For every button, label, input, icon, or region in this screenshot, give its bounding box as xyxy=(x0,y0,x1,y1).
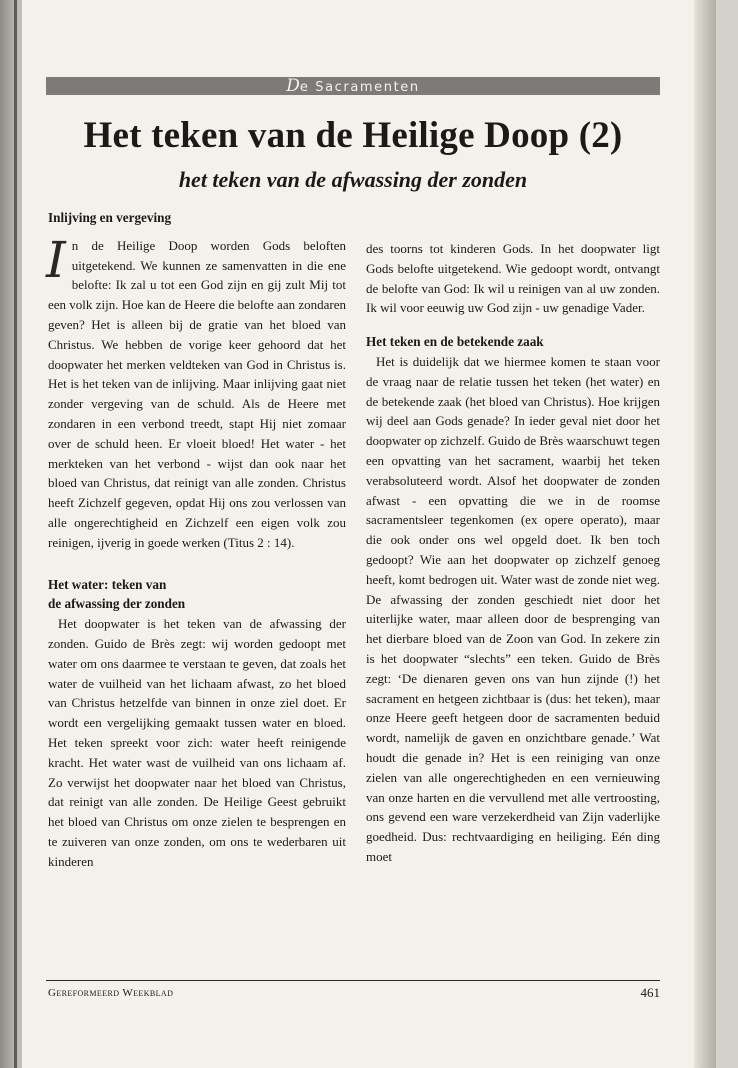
section-label: e Sacramenten xyxy=(299,80,420,95)
article-title: Het teken van de Heilige Doop (2) xyxy=(83,115,623,156)
page-number: 461 xyxy=(640,985,660,1000)
section-initial: D xyxy=(286,76,300,96)
heading-inlijving: Inlijving en vergeving xyxy=(48,210,172,225)
paragraph-teken: Het is duidelijk dat we hiermee komen te staan voor de vraag naar de relatie tussen het teken (het water) en de betekende zaak (het bloed van Christus). Hoe krijgen wij deel aan Gods genade? In ieder geval niet door het doopwater op zichzelf. Guido de Brès waarschuwt tegen een opvatting van het sacrament, waarbij het teken verabsoluteerd wordt. Alsof het doopwater de zonden afwast - een opvatting die we in de roomse sacramentsleer tegenkomen (ex opere operato), maar die ook onder ons wel opgeld doet. Ik ben toch gedoopt? Wie aan het doopwater op zichzelf genoeg heeft, komt bedrogen uit. Water wast de zonde niet weg. De afwassing der zonden geschiedt niet door het uiterlijke water, maar alleen door de besprenging van het dierbare bloed van de Zoon van God. In zekere zin is het doopwater “slechts” een teken. Guido de Brès zegt: ‘De dienaren geven ons van hun zijnde (!) het sacrament en hetgeen zichtbaar is (dus: het teken), maar onze Heere geeft hetgeen door de sacramenten beduid wordt, namelijk de gaven en onzichtbare genade.’ Wat houdt die genade in? Het is een reiniging van onze zielen van alle ongerechtigheden en een vernieuwing van onze harten en die vervullend met alle vertroosting, ons gevend een ware verzekerdheid van Zijn vaderlijke goedheid. Dus: rechtvaardiging en heiliging. Eén ding moet xyxy=(366,353,660,864)
heading-water-line2: de afwassing der zonden xyxy=(48,596,186,612)
paragraph-inlijving-text: n de Heilige Doop worden Gods beloften uitgetekend. We kunnen ze samenvatten in die ene belofte: Ik zal u tot een God zijn en gij zult Mij tot een volk zijn. Hoe kan de Heere die belofte aan zondaren geven? Het is alleen bij de gratie van het bloed van Christus. We hebben de vorige keer gehoord dat het doopwater het merken veldteken van God in Christus is. Het is het teken van de inlijving. Maar inlijving gaat niet zonder vergeving van de schuld. Als de Heere met zondaren in een verbond treedt, stapt Hij niet zomaar over de schuld heen. Er vloeit bloed! Het water - het merkteken van het verbond - wijst dan ook naar het bloed van Christus, dat reinigt van alle zonden. Christus heeft Zichzelf gegeven, opdat Hij ons zou verlossen van alle ongerechtigheid en Zichzelf een eigen volk zou reinigen, ijverig in goede werken (Titus 2 : 14). xyxy=(48,237,346,550)
left-column xyxy=(48,208,346,872)
footer-rule xyxy=(46,980,660,981)
footer-publication: Gereformeerd Weekblad xyxy=(48,987,174,999)
paragraph-inlijving xyxy=(46,230,346,553)
heading-water xyxy=(48,575,346,615)
drop-cap: I xyxy=(46,230,66,289)
heading-water-line1: Het water: teken van xyxy=(48,576,167,592)
article-subtitle: het teken van de afwassing der zonden xyxy=(178,167,528,192)
page-edge xyxy=(694,0,716,1068)
paragraph-water: Het doopwater is het teken van de afwassing der zonden. Guido de Brès zegt: wij worden gedoopt met water om ons daarmee te verstaan te geven, dat zoals het water de vuilheid van het lichaam afwast, zo het bloed van Christus hetzelfde van binnen in onze ziel doet. Er wordt een vergelijking gemaakt tussen water en bloed. Het teken spreekt voor zich: water heeft reinigende kracht. Het water wast de vuilheid van ons lichaam af. Zo verwijst het doopwater naar het bloed van Christus, dat reinigt van alle zonden. De Heilige Geest gebruikt het bloed van Christus om onze zielen te besprengen en te zuiveren van onze zonden, om ons te wederbaren uit kinderen xyxy=(48,616,346,869)
binding-line xyxy=(14,0,17,1068)
paragraph-continuation: des toorns tot kinderen Gods. In het doopwater ligt Gods belofte uitgetekend. Wie gedoopt wordt, ontvangt de belofte van God: Ik wil u reinigen van al uw zonden. Ik wil voor eeuwig uw God zijn - uw genadige Vader. xyxy=(366,241,660,316)
section-header xyxy=(46,77,660,95)
heading-teken: Het teken en de betekende zaak xyxy=(366,334,544,350)
right-column xyxy=(366,239,660,867)
